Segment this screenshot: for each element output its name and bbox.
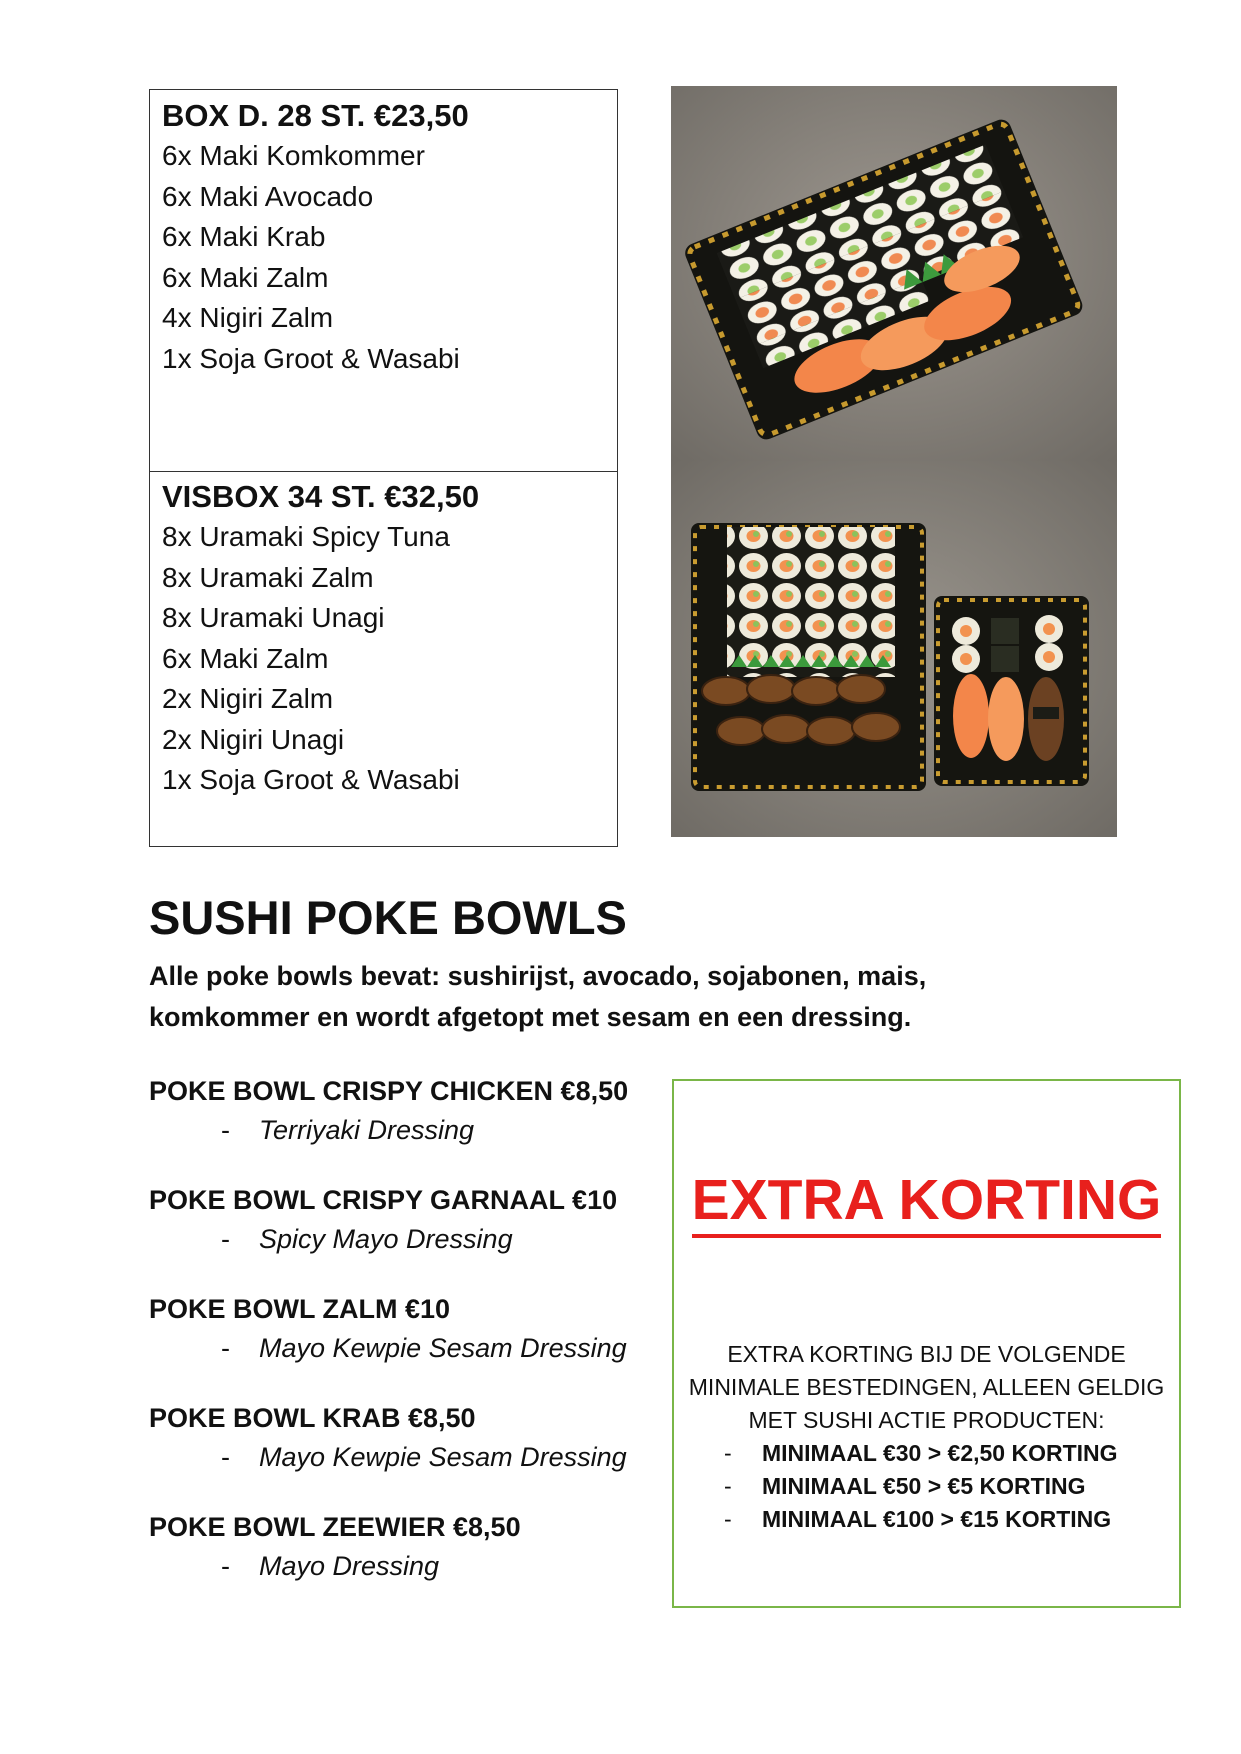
poke-bowl-dressing bbox=[149, 1328, 689, 1368]
poke-bowl-item bbox=[149, 1399, 689, 1508]
poke-bowl-item bbox=[149, 1181, 689, 1290]
promo-description-line: EXTRA KORTING BIJ DE VOLGENDE bbox=[727, 1341, 1126, 1367]
dressing-label: Mayo Dressing bbox=[259, 1551, 440, 1581]
promo-tier bbox=[724, 1470, 1118, 1503]
poke-intro-line: komkommer en wordt afgetopt met sesam en een dressing. bbox=[149, 1002, 912, 1032]
visbox-item: 6x Maki Zalm bbox=[162, 642, 329, 674]
poke-bowl-title: POKE BOWL CRISPY GARNAAL €10 bbox=[149, 1185, 618, 1215]
poke-bowl-item bbox=[149, 1072, 689, 1181]
promo-tier-label: MINIMAAL €100 > €15 KORTING bbox=[762, 1506, 1112, 1532]
dressing-label: Spicy Mayo Dressing bbox=[259, 1224, 513, 1254]
poke-bowl-title: POKE BOWL KRAB €8,50 bbox=[149, 1403, 476, 1433]
poke-bowl-dressing bbox=[149, 1219, 689, 1259]
promo-tier bbox=[724, 1503, 1118, 1536]
visbox-item: 1x Soja Groot & Wasabi bbox=[162, 764, 460, 795]
promo-description-line: MINIMALE BESTEDINGEN, ALLEEN GELDIG bbox=[688, 1374, 1165, 1400]
poke-bowl-dressing bbox=[149, 1437, 689, 1477]
poke-section-title: SUSHI POKE BOWLS bbox=[149, 891, 627, 944]
box-d-item: 6x Maki Komkommer bbox=[162, 140, 425, 171]
dressing-label: Mayo Kewpie Sesam Dressing bbox=[259, 1333, 627, 1363]
dash-bullet: - bbox=[221, 1224, 230, 1254]
poke-bowl-list bbox=[149, 1072, 689, 1617]
poke-bowl-title: POKE BOWL CRISPY CHICKEN €8,50 bbox=[149, 1076, 629, 1106]
box-d-item: 6x Maki Zalm bbox=[162, 261, 329, 293]
dash-bullet: - bbox=[724, 1440, 732, 1466]
poke-bowl-title: POKE BOWL ZALM €10 bbox=[149, 1294, 451, 1324]
dash-bullet: - bbox=[724, 1506, 732, 1532]
visbox-photo bbox=[671, 461, 1117, 837]
box-d-item: 1x Soja Groot & Wasabi bbox=[162, 342, 460, 374]
box-d-photo bbox=[671, 86, 1117, 461]
box-d-item: 6x Maki Krab bbox=[162, 221, 326, 252]
dash-bullet: - bbox=[221, 1115, 230, 1145]
poke-bowl-item bbox=[149, 1290, 689, 1399]
visbox-title: VISBOX 34 ST. €32,50 bbox=[162, 479, 480, 514]
promo-tier bbox=[724, 1437, 1118, 1470]
dash-bullet: - bbox=[724, 1473, 732, 1499]
box-d-card bbox=[149, 89, 618, 472]
visbox-item: 2x Nigiri Unagi bbox=[162, 723, 345, 755]
visbox-item: 8x Uramaki Spicy Tuna bbox=[162, 521, 450, 552]
box-d-item: 4x Nigiri Zalm bbox=[162, 302, 334, 333]
promo-tier-list bbox=[724, 1437, 1118, 1536]
promo-tier-label: MINIMAAL €30 > €2,50 KORTING bbox=[762, 1440, 1118, 1466]
visbox-item: 8x Uramaki Zalm bbox=[162, 561, 374, 593]
dressing-label: Terriyaki Dressing bbox=[259, 1115, 475, 1145]
promo-title bbox=[674, 1167, 1179, 1233]
dash-bullet: - bbox=[221, 1551, 230, 1581]
dash-bullet: - bbox=[221, 1333, 230, 1363]
visbox-item: 2x Nigiri Zalm bbox=[162, 683, 334, 714]
promo-description-line: MET SUSHI ACTIE PRODUCTEN: bbox=[748, 1407, 1105, 1433]
visbox-card bbox=[149, 471, 618, 847]
box-d-item: 6x Maki Avocado bbox=[162, 180, 374, 212]
box-d-title: BOX D. 28 ST. €23,50 bbox=[162, 98, 469, 133]
extra-korting-box bbox=[672, 1079, 1181, 1608]
promo-description bbox=[674, 1338, 1179, 1437]
poke-bowl-title: POKE BOWL ZEEWIER €8,50 bbox=[149, 1512, 521, 1542]
poke-bowl-dressing bbox=[149, 1546, 689, 1586]
dressing-label: Mayo Kewpie Sesam Dressing bbox=[259, 1442, 627, 1472]
poke-bowl-dressing bbox=[149, 1110, 689, 1150]
poke-intro bbox=[149, 956, 1049, 1038]
poke-intro-line: Alle poke bowls bevat: sushirijst, avocado, sojabonen, mais, bbox=[149, 961, 927, 991]
poke-bowl-item bbox=[149, 1508, 689, 1617]
visbox-item: 8x Uramaki Unagi bbox=[162, 602, 385, 633]
dash-bullet: - bbox=[221, 1442, 230, 1472]
promo-title-text: EXTRA KORTING bbox=[692, 1168, 1162, 1238]
promo-tier-label: MINIMAAL €50 > €5 KORTING bbox=[762, 1473, 1086, 1499]
